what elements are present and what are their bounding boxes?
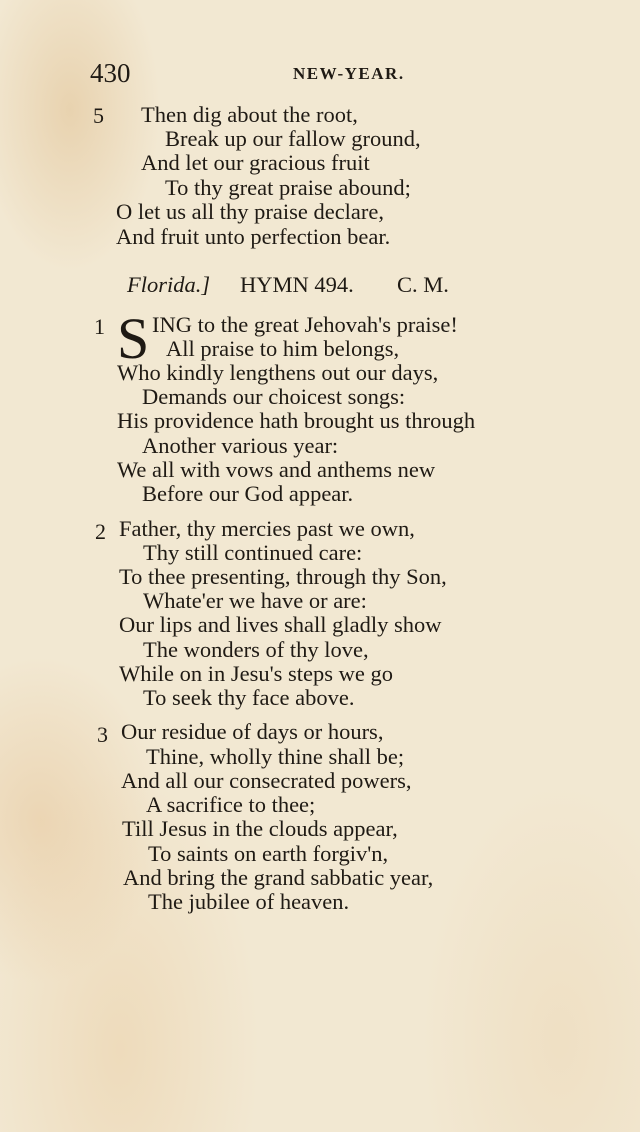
stanza-line: His providence hath brought us through <box>117 408 476 433</box>
page-header <box>0 58 640 94</box>
stanza-line: And bring the grand sabbatic year, <box>123 865 434 890</box>
stanza-number: 1 <box>94 314 105 339</box>
hymn-meter: C. M. <box>397 272 449 297</box>
stanza-line: While on in Jesu's steps we go <box>119 661 394 686</box>
tune-name: Florida.] <box>127 272 211 297</box>
stanza-line: Our lips and lives shall gladly show <box>119 612 442 637</box>
hymn-number: HYMN 494. <box>240 272 354 297</box>
stanza-line: Father, thy mercies past we own, <box>119 516 415 541</box>
verse-line: Then dig about the root, <box>141 102 358 127</box>
verse-line: And fruit unto perfection bear. <box>116 224 391 249</box>
stanza-line: To saints on earth forgiv'n, <box>148 841 389 866</box>
stanza-line: Thine, wholly thine shall be; <box>146 744 405 769</box>
stanza-number: 2 <box>95 519 106 544</box>
running-head: NEW-YEAR. <box>293 64 405 83</box>
stanza-line: Who kindly lengthens out our days, <box>117 360 439 385</box>
stanza-line: The wonders of thy love, <box>143 637 369 662</box>
stanza-line: ING to the great Jehovah's praise! <box>152 312 458 337</box>
stanza-line: To thee presenting, through thy Son, <box>119 564 447 589</box>
verse-line: Break up our fallow ground, <box>165 126 421 151</box>
stanza-line: And all our consecrated powers, <box>121 768 412 793</box>
stanza-line: Thy still continued care: <box>143 540 363 565</box>
verse-number: 5 <box>93 103 104 128</box>
verse-line: And let our gracious fruit <box>141 150 370 175</box>
stanza-line: Till Jesus in the clouds appear, <box>122 816 398 841</box>
verse-line: To thy great praise abound; <box>165 175 411 200</box>
stanza-line: Our residue of days or hours, <box>121 719 384 744</box>
stanza-number: 3 <box>97 722 108 747</box>
stanza-line: The jubilee of heaven. <box>148 889 350 914</box>
stanza-line: Another various year: <box>142 433 339 458</box>
stanza-line: To seek thy face above. <box>143 685 355 710</box>
stanza-line: Before our God appear. <box>142 481 354 506</box>
stanza-line: We all with vows and anthems new <box>117 457 436 482</box>
drop-cap: S <box>117 306 150 371</box>
verse-line: O let us all thy praise declare, <box>116 199 385 224</box>
stanza-line: Whate'er we have or are: <box>143 588 367 613</box>
page-number: 430 <box>90 58 131 88</box>
stanza-line: All praise to him belongs, <box>166 336 400 361</box>
stanza-line: Demands our choicest songs: <box>142 384 406 409</box>
stanza-line: A sacrifice to thee; <box>146 792 316 817</box>
